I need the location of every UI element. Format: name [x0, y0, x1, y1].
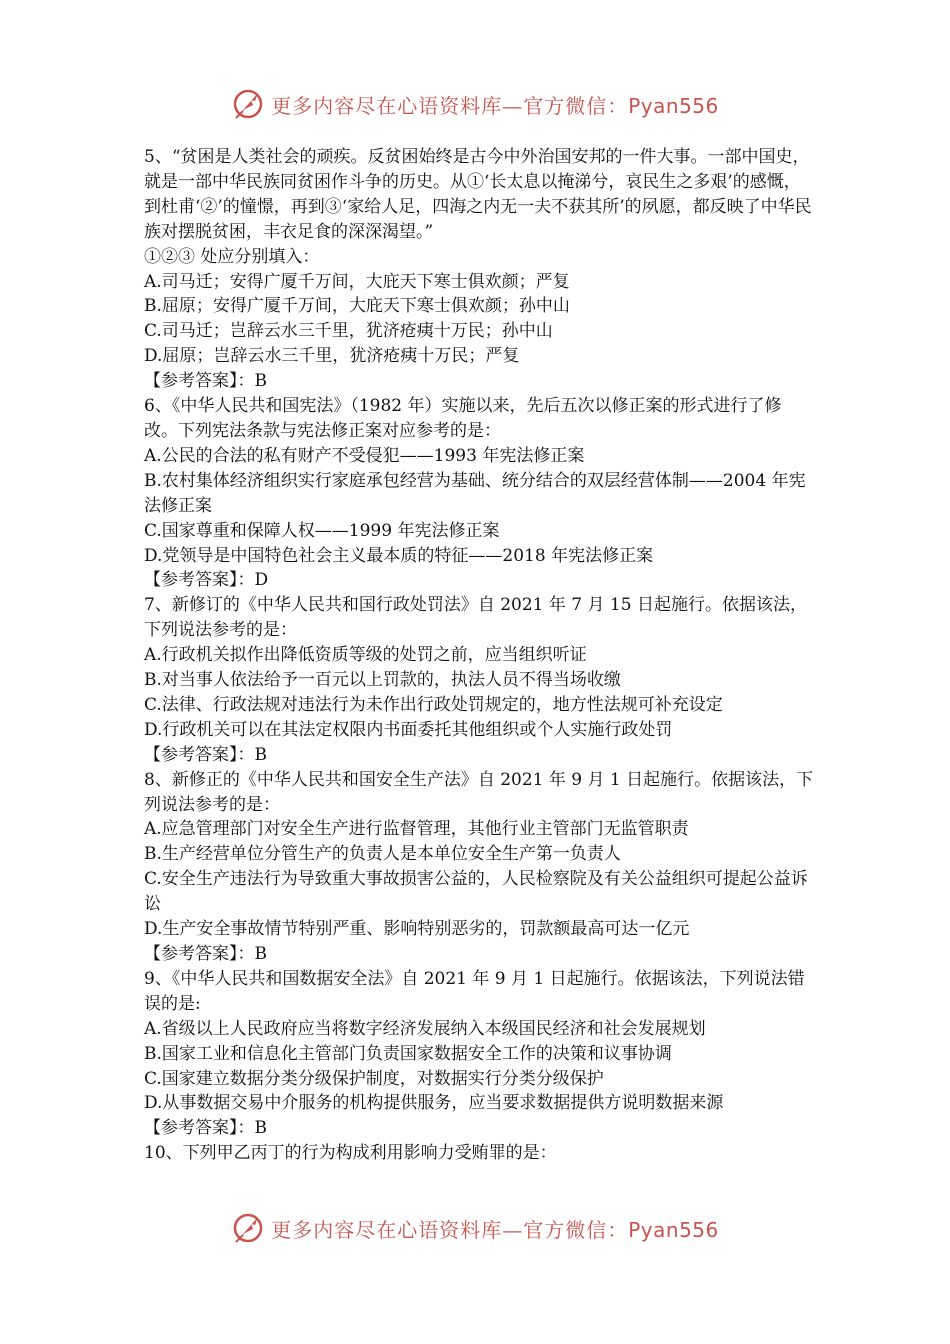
option-d: D.屈原；岂辞云水三千里，犹济疮痍十万民；严复 [144, 346, 520, 367]
option-d: D.从事数据交易中介服务的机构提供服务，应当要求数据提供方说明数据来源 [144, 1093, 724, 1114]
option-b: B.生产经营单位分管生产的负责人是本单位安全生产第一负责人 [144, 844, 621, 865]
option-a: A.省级以上人民政府应当将数字经济发展纳入本级国民经济和社会发展规划 [144, 1018, 706, 1039]
question-stem: 7、新修订的《中华人民共和国行政处罚法》自 2021 年 7 月 15 日起施行。依据该法，下列说法参考的是： [144, 595, 807, 641]
option-c: C.法律、行政法规对违法行为未作出行政处罚规定的，地方性法规可补充设定 [144, 694, 723, 715]
option-a: A.公民的合法的私有财产不受侵犯——1993 年宪法修正案 [144, 445, 585, 466]
option-c: C.安全生产违法行为导致重大事故损害公益的，人民检察院及有关公益组织可提起公益诉讼 [144, 869, 808, 915]
question-stem: 9、《中华人民共和国数据安全法》自 2021 年 9 月 1 日起施行。依据该法，下列说法错误的是: [144, 968, 805, 1014]
option-d: D.生产安全事故情节特别严重、影响特别恶劣的，罚款额最高可达一亿元 [144, 919, 690, 940]
answer: 【参考答案】：B [144, 744, 267, 765]
answer: 【参考答案】：D [144, 570, 269, 591]
question-stem: 5、“贫困是人类社会的顽疾。反贫困始终是古今中外治国安邦的一件大事。一部中国史，就是一部中华民族同贫困作斗争的历史。从①‘长太息以掩涕兮，哀民生之多艰’的感慨，到杜甫‘②’的憧憬，再到③‘家给人足，四海之内无一夫不获其所’的夙愿，都反映了中华民族对摆脱贫困，丰衣足食的深深渴望。” [144, 147, 812, 242]
answer: 【参考答案】：B [144, 1118, 267, 1139]
quill-logo-icon [231, 87, 265, 121]
footer-banner [0, 1208, 950, 1248]
option-d: D.党领导是中国特色社会主义最本质的特征——2018 年宪法修正案 [144, 545, 654, 566]
option-c: C.国家尊重和保障人权——1999 年宪法修正案 [144, 520, 500, 541]
banner-text: 更多内容尽在心语资料库—官方微信：Pyan556 [271, 1217, 719, 1242]
option-b: B.国家工业和信息化主管部门负责国家数据安全工作的决策和议事协调 [144, 1043, 672, 1064]
wechat-handle: Pyan556 [628, 1217, 719, 1242]
wechat-handle: Pyan556 [628, 93, 719, 118]
option-d: D.行政机关可以在其法定权限内书面委托其他组织或个人实施行政处罚 [144, 719, 673, 740]
answer: 【参考答案】：B [144, 944, 267, 964]
header-banner [0, 84, 950, 124]
option-b: B.屈原；安得广厦千万间，大庇天下寒士俱欢颜；孙中山 [144, 296, 570, 317]
question-stem: 8、新修正的《中华人民共和国安全生产法》自 2021 年 9 月 1 日起施行。依据该法，下列说法参考的是： [144, 769, 814, 815]
banner-text: 更多内容尽在心语资料库—官方微信：Pyan556 [271, 93, 719, 118]
question-stem: 10、下列甲乙丙丁的行为构成利用影响力受贿罪的是： [144, 1143, 557, 1164]
option-a: A.司马迁；安得广厦千万间，大庇天下寒士俱欢颜；严复 [144, 271, 570, 292]
option-c: C.国家建立数据分类分级保护制度，对数据实行分类分级保护 [144, 1068, 604, 1089]
question-list [144, 145, 814, 1166]
option-a: A.应急管理部门对安全生产进行监督管理，其他行业主管部门无监管职责 [144, 819, 689, 840]
option-b: B.农村集体经济组织实行家庭承包经营为基础、统分结合的双层经营体制——2004 年宪法修正案 [144, 470, 806, 516]
option-c: C.司马迁；岂辞云水三千里，犹济疮痍十万民；孙中山 [144, 321, 553, 342]
answer: 【参考答案】：B [144, 371, 267, 392]
question-subprompt: ①②③ 处应分别填入： [144, 246, 320, 267]
quill-logo-icon [231, 1211, 265, 1245]
option-b: B.对当事人依法给予一百元以上罚款的，执法人员不得当场收缴 [144, 670, 621, 691]
option-a: A.行政机关拟作出降低资质等级的处罚之前，应当组织听证 [144, 645, 587, 666]
question-stem: 6、《中华人民共和国宪法》（1982 年）实施以来，先后五次以修正案的形式进行了修改。下列宪法条款与宪法修正案对应参考的是： [144, 396, 782, 441]
